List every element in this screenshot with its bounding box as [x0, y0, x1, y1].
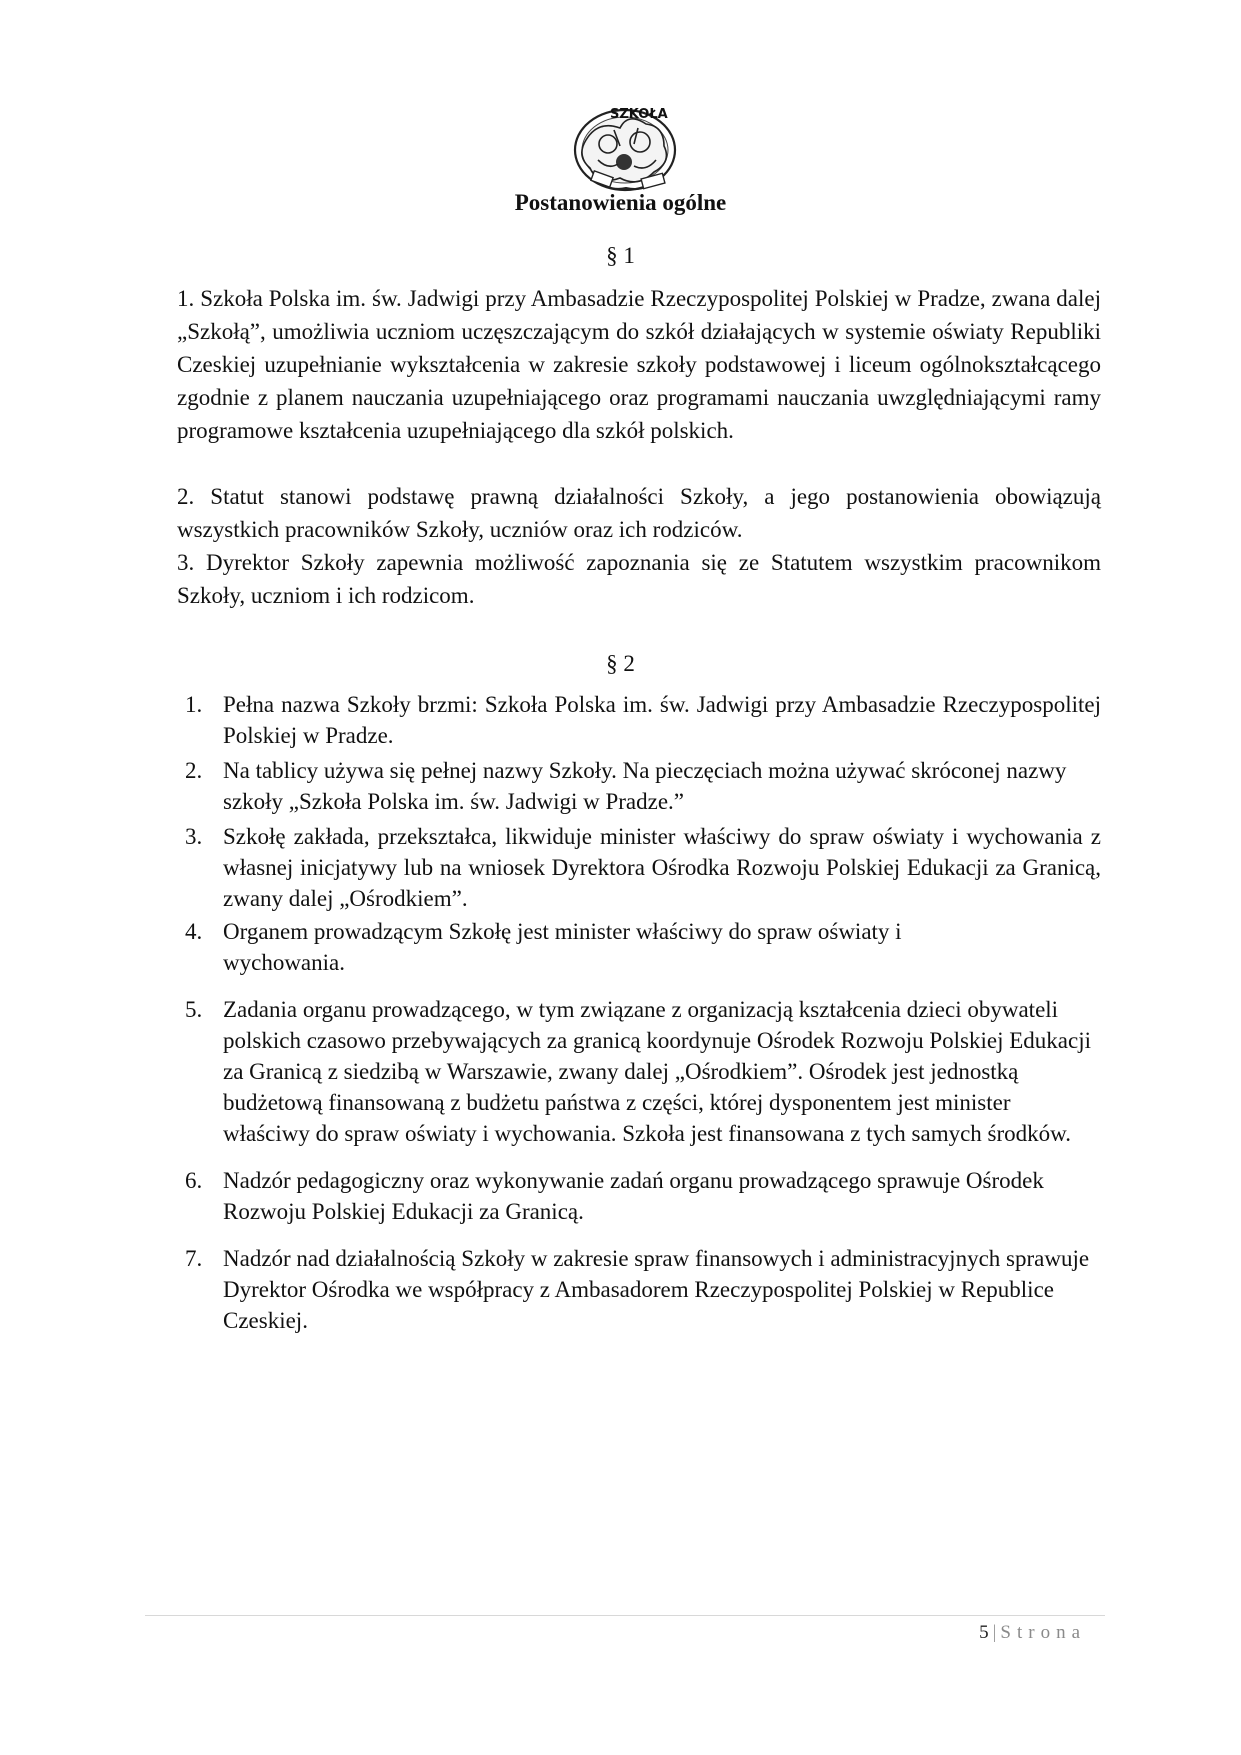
list-item: [177, 689, 1101, 751]
paragraph-1-item-3: 3. Dyrektor Szkoły zapewnia możliwość zapoznania się ze Statutem wszystkim pracownikom Szkoły, uczniom i ich rodzicom.: [177, 550, 1101, 608]
emblem-lettering: SZKOŁA: [610, 107, 668, 122]
paragraph-1-symbol: § 1: [606, 243, 635, 268]
paragraph-2-symbol: § 2: [606, 651, 635, 676]
list-item-text: Szkołę zakłada, przekształca, likwiduje minister właściwy do spraw oświaty i wychowania z własnej inicjatywy lub na wniosek Dyrektora Ośrodka Rozwoju Polskiej Edukacji za Granicą, zwany dalej „Ośrodkiem”.: [223, 824, 1101, 911]
list-item-number: 6.: [185, 1168, 203, 1193]
list-item: [177, 755, 1101, 817]
list-item-text: Pełna nazwa Szkoły brzmi: Szkoła Polska im. św. Jadwigi przy Ambasadzie Rzeczypospolitej Polskiej w Pradze.: [223, 692, 1101, 748]
paragraph-1-item-2: 2. Statut stanowi podstawę prawną działalności Szkoły, a jego postanowienia obowiązują wszystkich pracowników Szkoły, uczniów oraz ich rodziców.: [177, 484, 1101, 542]
list-item-number: 1.: [185, 692, 203, 717]
list-item: [177, 916, 1101, 978]
footer-separator: |: [992, 1622, 997, 1643]
list-item-number: 7.: [185, 1246, 203, 1271]
list-item: [177, 1243, 1101, 1336]
paragraph-2-list: [177, 689, 1101, 1336]
page-number: 5: [979, 1622, 989, 1643]
paragraph-1-item-1: 1. Szkoła Polska im. św. Jadwigi przy Ambasadzie Rzeczypospolitej Polskiej w Pradze, zwana dalej „Szkołą”, umożliwia uczniom uczęszczającym do szkół działających w systemie oświaty Republiki Czeskiej uzupełnianie wykształcenia w zakresie szkoły podstawowej i liceum ogólnokształcącego zgodnie z planem nauczania uzupełniającego oraz programami nauczania uwzględniającymi ramy programowe kształcenia uzupełniającego dla szkół polskich.: [177, 286, 1101, 443]
list-item-number: 2.: [185, 758, 203, 783]
list-item-text: Nadzór pedagogiczny oraz wykonywanie zadań organu prowadzącego sprawuje Ośrodek Rozwoju Polskiej Edukacji za Granicą.: [223, 1168, 1044, 1224]
school-emblem-logo: [568, 100, 682, 196]
page-label: Strona: [1000, 1622, 1086, 1643]
section-title: Postanowienia ogólne: [514, 190, 727, 215]
list-item: [177, 821, 1101, 914]
list-item: [177, 1165, 1101, 1227]
footer-divider: [145, 1615, 1105, 1616]
emblem-drawing: [568, 100, 682, 196]
list-item-number: 3.: [185, 824, 203, 849]
page-footer: [979, 1622, 1086, 1644]
list-item-text: Na tablicy używa się pełnej nazwy Szkoły. Na pieczęciach można używać skróconej nazwy szkoły „Szkoła Polska im. św. Jadwigi w Pradze.”: [223, 758, 1067, 814]
list-item-text: Nadzór nad działalnością Szkoły w zakresie spraw finansowych i administracyjnych sprawuje Dyrektor Ośrodka we współpracy z Ambasadorem Rzeczypospolitej Polskiej w Republice Czeskiej.: [223, 1246, 1090, 1333]
list-item: [177, 994, 1101, 1149]
list-item-number: 5.: [185, 997, 203, 1022]
list-item-text: Zadania organu prowadzącego, w tym związane z organizacją kształcenia dzieci obywateli polskich czasowo przebywających za granicą koordynuje Ośrodek Rozwoju Polskiej Edukacji za Granicą z siedzibą w Warszawie, zwany dalej „Ośrodkiem”. Ośrodek jest jednostką budżetową finansowaną z budżetu państwa z części, której dysponentem jest minister właściwy do spraw oświaty i wychowania. Szkoła jest finansowana z tych samych środków.: [223, 997, 1091, 1146]
list-item-number: 4.: [185, 919, 203, 944]
list-item-text: Organem prowadzącym Szkołę jest minister właściwy do spraw oświaty i wychowania.: [223, 919, 902, 975]
